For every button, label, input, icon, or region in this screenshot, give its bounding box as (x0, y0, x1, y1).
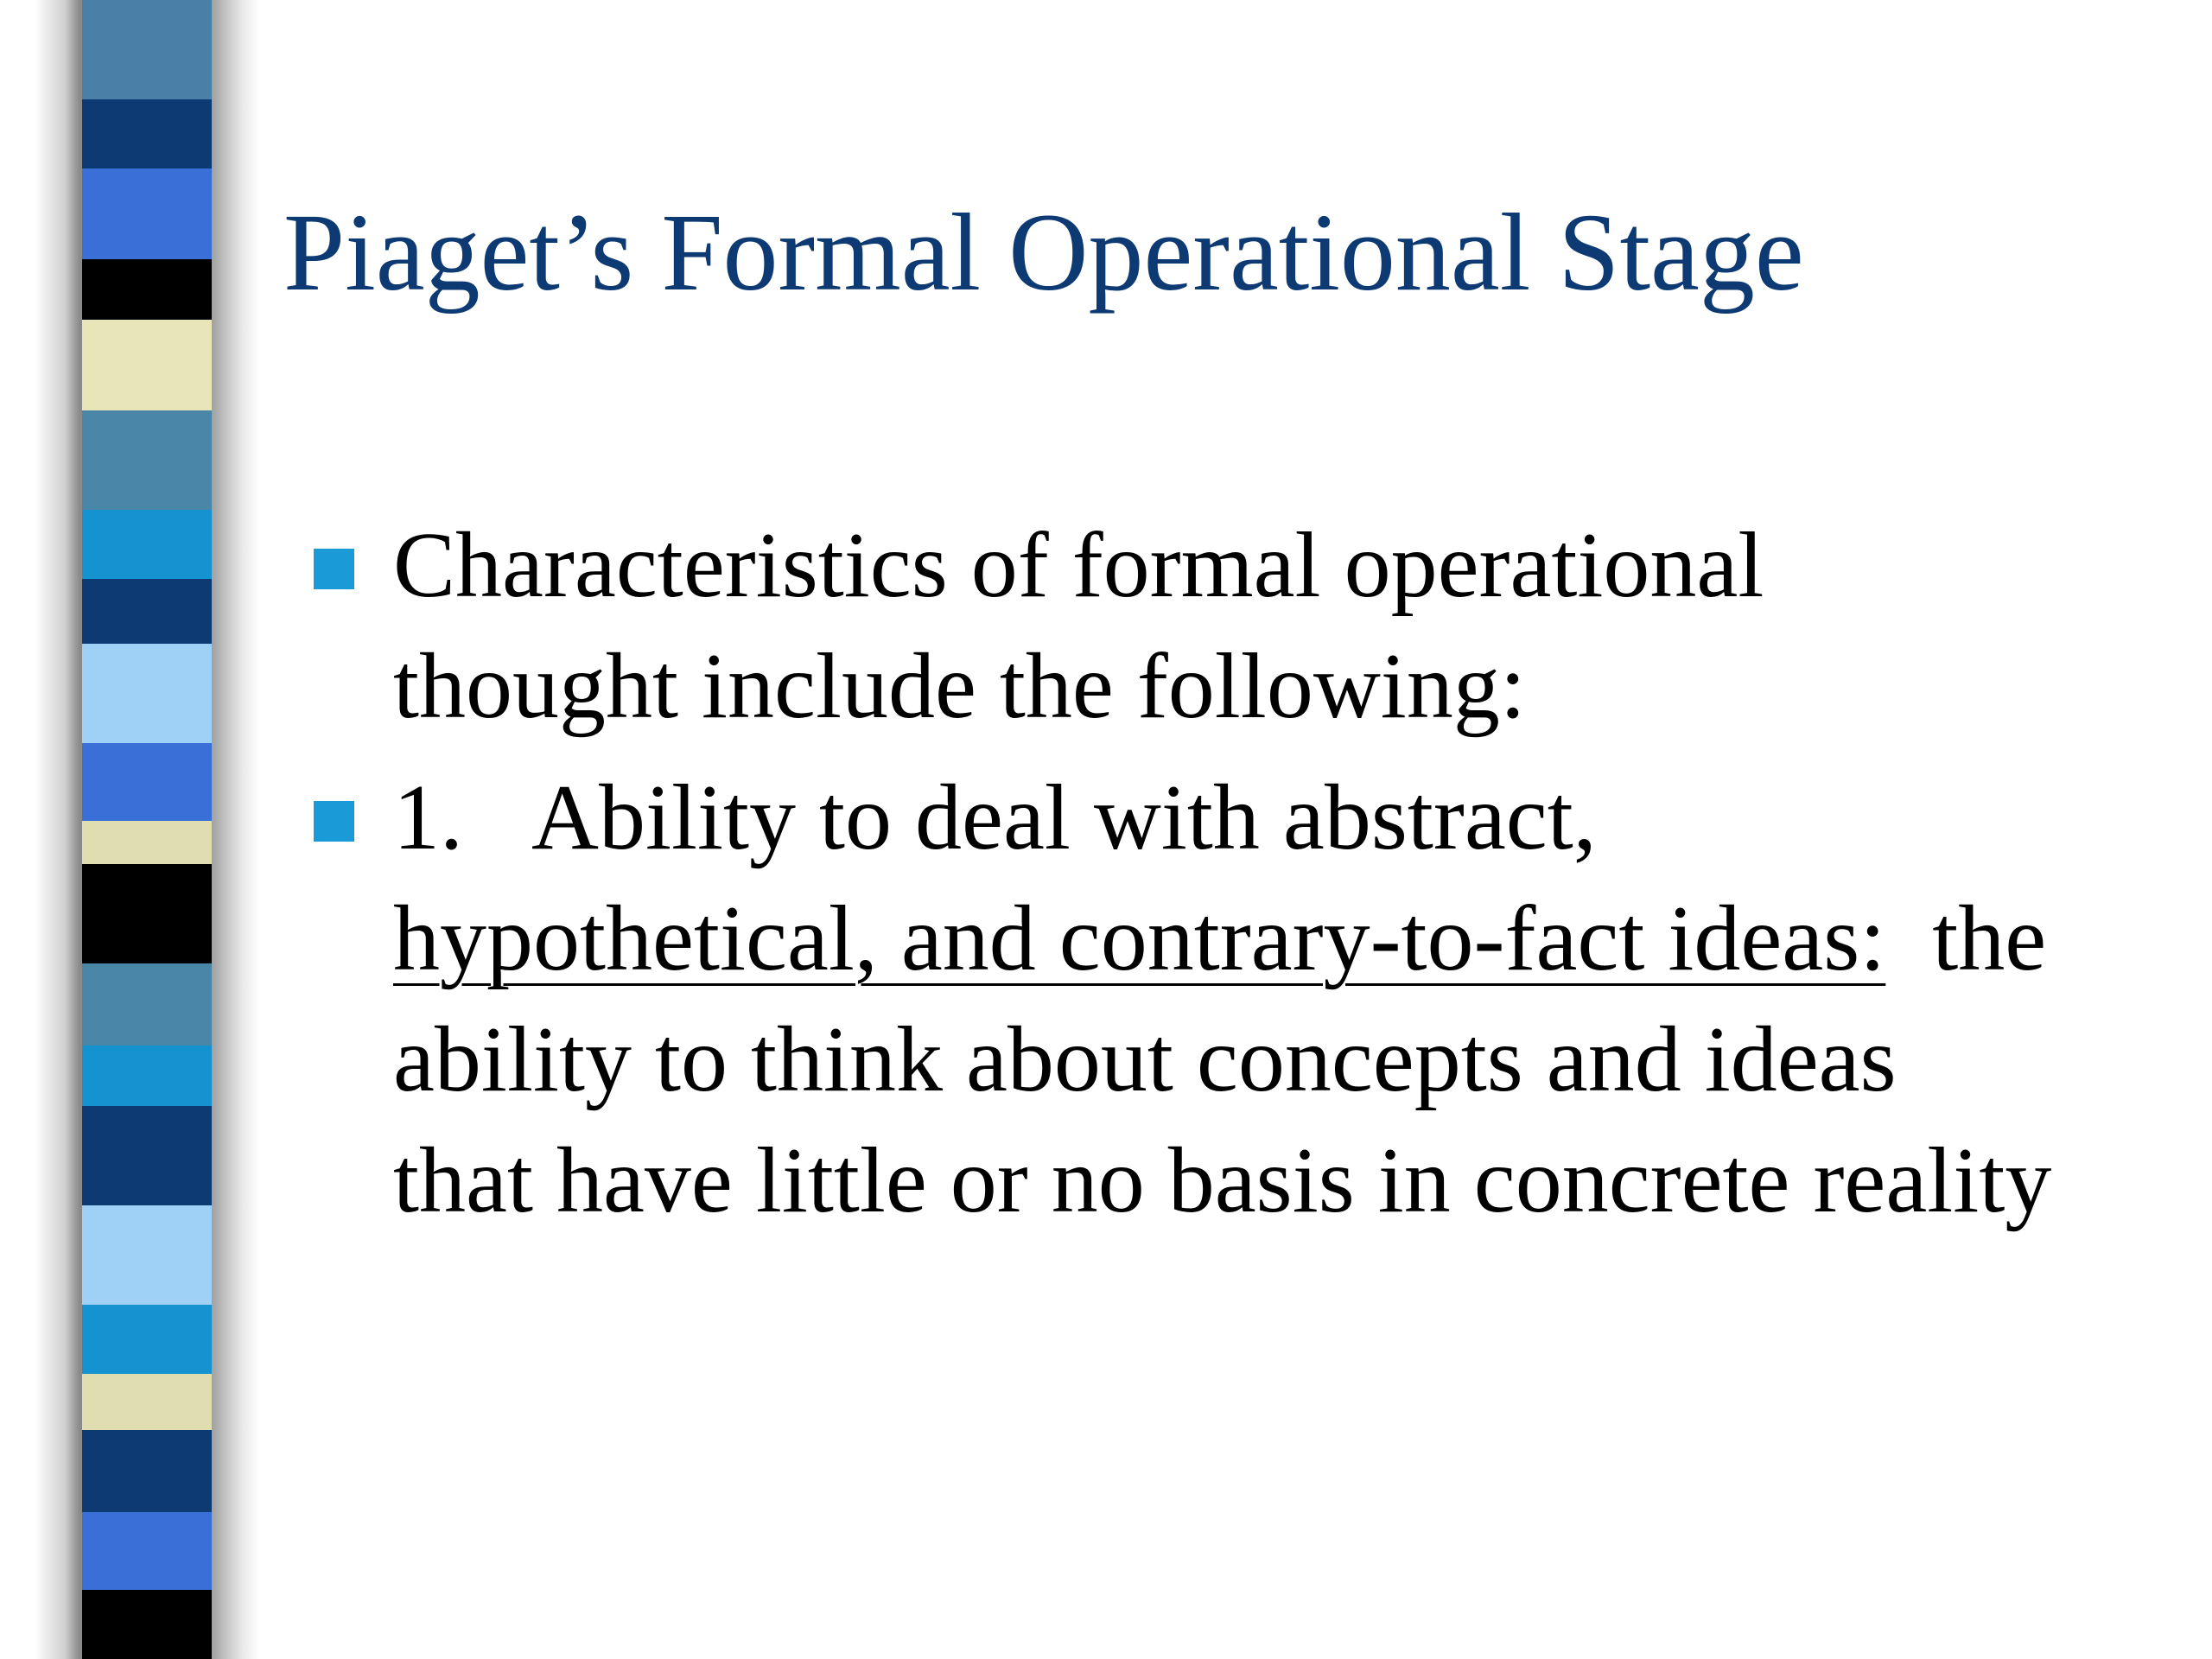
decorative-stripe (82, 963, 212, 1046)
decorative-stripe (82, 0, 212, 99)
decorative-stripe (82, 1512, 212, 1590)
decorative-stripe (82, 99, 212, 168)
decorative-stripe (82, 1305, 212, 1374)
bullet-item (393, 758, 2156, 1242)
decorative-stripe (82, 1590, 212, 1659)
decorative-stripe (82, 320, 212, 410)
underlined-term: hypothetical, and contrary-to-fact ideas: (393, 887, 1886, 990)
bullet-list (393, 505, 2156, 1252)
bullet-number: 1. (393, 766, 463, 869)
bullet-text-line (393, 758, 2156, 879)
bullet-item (393, 505, 2156, 747)
bullet-text: the (1885, 887, 2047, 990)
decorative-stripe (82, 410, 212, 510)
decorative-stripe (82, 1374, 212, 1430)
bullet-text-line: ability to think about concepts and ideas (393, 1008, 1897, 1111)
decorative-stripe (82, 1106, 212, 1205)
bullet-text-line: that have little or no basis in concrete reality (393, 1129, 2052, 1232)
decorative-stripe (82, 1046, 212, 1106)
decorative-striped-bar (82, 0, 212, 1659)
decorative-stripe (82, 864, 212, 963)
bullet-text-line: thought include the following: (393, 635, 1526, 738)
decorative-stripe (82, 644, 212, 743)
bullet-text-line (393, 879, 2156, 1000)
decorative-stripe (82, 743, 212, 821)
decorative-stripe (82, 1205, 212, 1305)
decorative-stripe (82, 1430, 212, 1512)
slide-title: Piaget’s Formal Operational Stage (283, 191, 1804, 314)
decorative-stripe (82, 168, 212, 259)
square-bullet-icon (314, 549, 354, 589)
decorative-stripe (82, 259, 212, 320)
decorative-stripe (82, 579, 212, 644)
bullet-text: Ability to deal with abstract, (531, 766, 1597, 869)
bullet-text-line: Characteristics of formal operational (393, 514, 1764, 617)
decorative-stripe (82, 821, 212, 864)
decorative-stripe (82, 510, 212, 579)
square-bullet-icon (314, 801, 354, 842)
